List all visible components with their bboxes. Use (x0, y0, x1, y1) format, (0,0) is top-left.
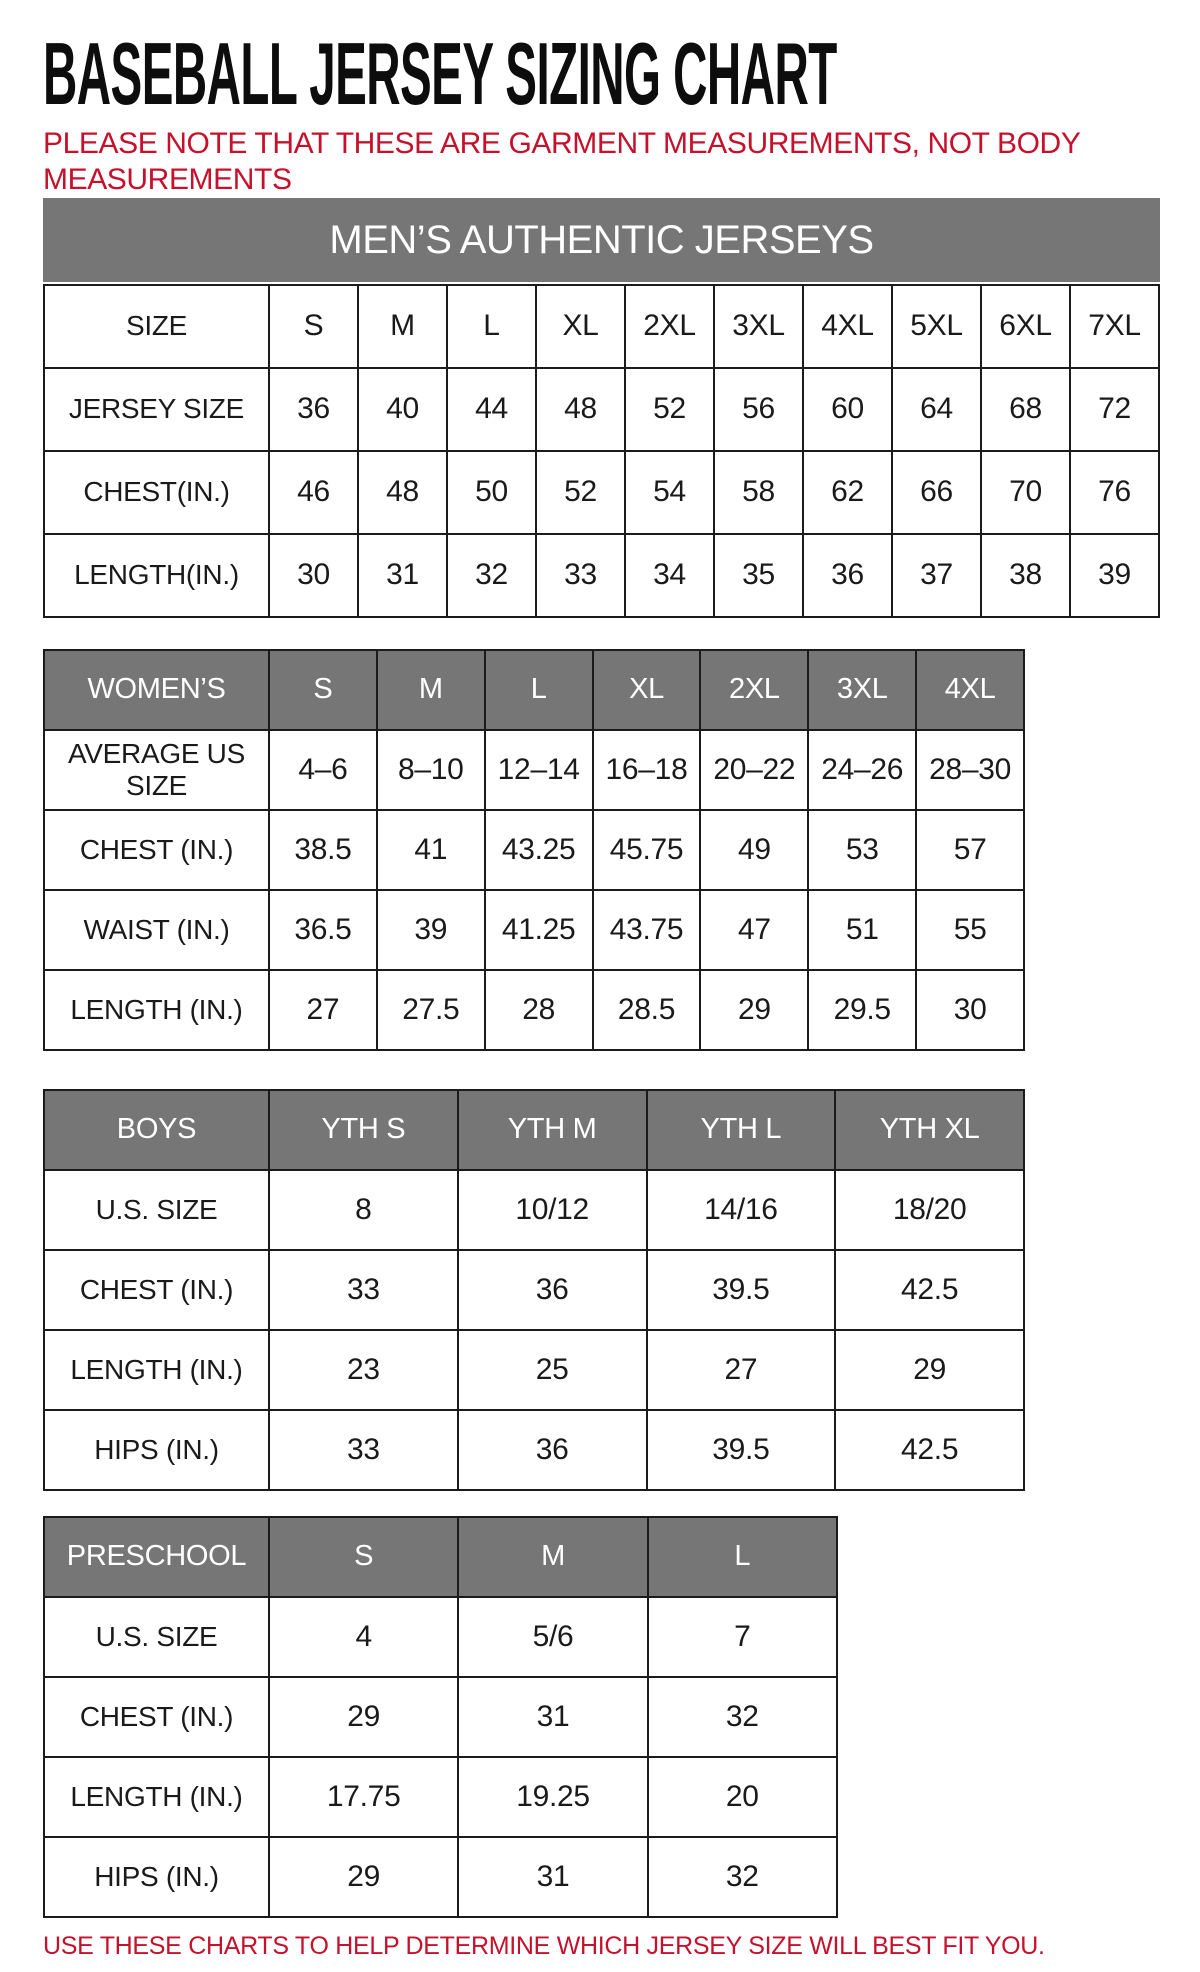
data-cell: 12–14 (486, 731, 594, 809)
footer-note: USE THESE CHARTS TO HELP DETERMINE WHICH JERSEY SIZE WILL BEST FIT YOU. (43, 1932, 1045, 1960)
data-cell: 33 (537, 535, 626, 616)
data-cell: 76 (1098, 475, 1131, 509)
data-cell: 62 (804, 452, 893, 533)
table-row (45, 1171, 1023, 1251)
data-cell: 38 (982, 535, 1071, 616)
column-header-cell: 7XL (1088, 309, 1141, 343)
table-row (45, 1598, 836, 1678)
data-cell: 70 (982, 452, 1071, 533)
data-cell: 43.75 (594, 891, 702, 969)
data-cell: 14/16 (648, 1171, 837, 1249)
data-cell: 37 (893, 535, 982, 616)
column-header-cell: S (270, 1518, 459, 1596)
table-row (45, 1251, 1023, 1331)
preschool-size-table (43, 1516, 838, 1918)
womens-size-table (43, 649, 1025, 1051)
table-row (45, 731, 1023, 811)
data-cell: 19.25 (459, 1758, 648, 1836)
data-cell: 45.75 (594, 811, 702, 889)
data-cell: 31 (359, 535, 448, 616)
column-header-cell: S (270, 286, 359, 367)
row-label-cell: CHEST (IN.) (45, 811, 270, 889)
data-cell: 29 (701, 971, 809, 1049)
data-cell: 23 (270, 1331, 459, 1409)
data-cell: 57 (953, 832, 987, 866)
boys-size-table (43, 1089, 1025, 1491)
data-cell: 4–6 (270, 731, 378, 809)
table-title-cell: WOMEN’S (45, 651, 270, 729)
table-title-cell: PRESCHOOL (45, 1518, 270, 1596)
data-cell: 42.5 (901, 1432, 959, 1466)
data-cell: 48 (359, 452, 448, 533)
header-row (45, 286, 1158, 369)
data-cell: 43.25 (486, 811, 594, 889)
data-cell: 20–22 (701, 731, 809, 809)
header-row (45, 651, 1023, 731)
column-header-cell: YTH L (648, 1091, 837, 1169)
data-cell: 29.5 (809, 971, 917, 1049)
data-cell: 32 (725, 1859, 759, 1893)
row-label-cell: LENGTH (IN.) (45, 1758, 270, 1836)
data-cell: 16–18 (594, 731, 702, 809)
row-label-cell: LENGTH (IN.) (45, 971, 270, 1049)
data-cell: 29 (270, 1678, 459, 1756)
data-cell: 36 (459, 1251, 648, 1329)
header-row (45, 1518, 836, 1598)
row-label-cell: AVERAGE US SIZE (45, 731, 270, 809)
data-cell: 72 (1098, 392, 1131, 426)
data-cell: 20 (725, 1779, 759, 1813)
data-cell: 68 (982, 369, 1071, 450)
table-row (45, 971, 1023, 1049)
header-row (45, 1091, 1023, 1171)
data-cell: 28–30 (929, 752, 1012, 786)
data-cell: 36 (804, 535, 893, 616)
data-cell: 5/6 (459, 1598, 648, 1676)
table-title-cell: SIZE (45, 286, 270, 367)
column-header-cell: YTH M (459, 1091, 648, 1169)
data-cell: 40 (359, 369, 448, 450)
column-header-cell: M (359, 286, 448, 367)
data-cell: 18/20 (892, 1192, 967, 1226)
data-cell: 39 (378, 891, 486, 969)
data-cell: 52 (537, 452, 626, 533)
data-cell: 4 (270, 1598, 459, 1676)
data-cell: 27 (648, 1331, 837, 1409)
data-cell: 49 (701, 811, 809, 889)
data-cell: 10/12 (459, 1171, 648, 1249)
garment-measurement-note: PLEASE NOTE THAT THESE ARE GARMENT MEASUREMENTS, NOT BODY MEASUREMENTS (43, 127, 1080, 196)
column-header-cell: YTH XL (836, 1091, 1023, 1169)
data-cell: 56 (715, 369, 804, 450)
data-cell: 27.5 (378, 971, 486, 1049)
data-cell: 42.5 (901, 1272, 959, 1306)
column-header-cell: L (448, 286, 537, 367)
data-cell: 64 (893, 369, 982, 450)
row-label-cell: LENGTH (IN.) (45, 1331, 270, 1409)
data-cell: 46 (270, 452, 359, 533)
data-cell: 27 (270, 971, 378, 1049)
column-header-cell: 2XL (701, 651, 809, 729)
data-cell: 39.5 (648, 1411, 837, 1489)
column-header-cell: XL (537, 286, 626, 367)
row-label-cell: HIPS (IN.) (45, 1838, 270, 1916)
row-label-cell: LENGTH(IN.) (45, 535, 270, 616)
table-row (45, 1758, 836, 1838)
data-cell: 33 (270, 1411, 459, 1489)
data-cell: 58 (715, 452, 804, 533)
data-cell: 48 (537, 369, 626, 450)
table-row (45, 1838, 836, 1916)
data-cell: 41.25 (486, 891, 594, 969)
data-cell: 30 (270, 535, 359, 616)
table-row (45, 1678, 836, 1758)
data-cell: 30 (953, 992, 987, 1026)
column-header-cell: 4XL (804, 286, 893, 367)
column-header-cell: M (378, 651, 486, 729)
data-cell: 33 (270, 1251, 459, 1329)
row-label-cell: CHEST (IN.) (45, 1251, 270, 1329)
data-cell: 36.5 (270, 891, 378, 969)
data-cell: 47 (701, 891, 809, 969)
page-title: BASEBALL JERSEY SIZING CHART (43, 24, 837, 123)
row-label-cell: CHEST(IN.) (45, 452, 270, 533)
data-cell: 39 (1098, 558, 1131, 592)
data-cell: 17.75 (270, 1758, 459, 1836)
data-cell: 54 (626, 452, 715, 533)
data-cell: 41 (378, 811, 486, 889)
data-cell: 34 (626, 535, 715, 616)
row-label-cell: CHEST (IN.) (45, 1678, 270, 1756)
data-cell: 66 (893, 452, 982, 533)
table-title-cell: BOYS (45, 1091, 270, 1169)
column-header-cell: L (649, 1518, 836, 1596)
data-cell: 36 (270, 369, 359, 450)
mens-size-table (43, 284, 1160, 618)
column-header-cell: YTH S (270, 1091, 459, 1169)
data-cell: 32 (725, 1699, 759, 1733)
column-header-cell: 3XL (809, 651, 917, 729)
column-header-cell: M (459, 1518, 648, 1596)
column-header-cell: 5XL (893, 286, 982, 367)
data-cell: 7 (734, 1619, 751, 1653)
table-row (45, 1331, 1023, 1411)
row-label-cell: U.S. SIZE (45, 1171, 270, 1249)
data-cell: 38.5 (270, 811, 378, 889)
data-cell: 39.5 (648, 1251, 837, 1329)
data-cell: 53 (809, 811, 917, 889)
data-cell: 36 (459, 1411, 648, 1489)
data-cell: 29 (270, 1838, 459, 1916)
table-row (45, 1411, 1023, 1489)
column-header-cell: 6XL (982, 286, 1071, 367)
column-header-cell: 3XL (715, 286, 804, 367)
table-row (45, 452, 1158, 535)
data-cell: 50 (448, 452, 537, 533)
table-row (45, 891, 1023, 971)
data-cell: 28 (486, 971, 594, 1049)
data-cell: 32 (448, 535, 537, 616)
data-cell: 52 (626, 369, 715, 450)
row-label-cell: JERSEY SIZE (45, 369, 270, 450)
column-header-cell: L (486, 651, 594, 729)
data-cell: 28.5 (594, 971, 702, 1049)
column-header-cell: 2XL (626, 286, 715, 367)
data-cell: 44 (448, 369, 537, 450)
column-header-cell: XL (594, 651, 702, 729)
table-row (45, 811, 1023, 891)
data-cell: 55 (953, 912, 987, 946)
data-cell: 29 (913, 1352, 947, 1386)
mens-authentic-jerseys-banner: MEN’S AUTHENTIC JERSEYS (43, 198, 1160, 282)
data-cell: 60 (804, 369, 893, 450)
data-cell: 24–26 (809, 731, 917, 809)
data-cell: 25 (459, 1331, 648, 1409)
data-cell: 31 (459, 1678, 648, 1756)
data-cell: 8 (270, 1171, 459, 1249)
column-header-cell: S (270, 651, 378, 729)
data-cell: 8–10 (378, 731, 486, 809)
row-label-cell: U.S. SIZE (45, 1598, 270, 1676)
column-header-cell: 4XL (917, 651, 1023, 729)
row-label-cell: WAIST (IN.) (45, 891, 270, 969)
table-row (45, 535, 1158, 616)
table-row (45, 369, 1158, 452)
data-cell: 35 (715, 535, 804, 616)
data-cell: 31 (459, 1838, 648, 1916)
data-cell: 51 (809, 891, 917, 969)
row-label-cell: HIPS (IN.) (45, 1411, 270, 1489)
